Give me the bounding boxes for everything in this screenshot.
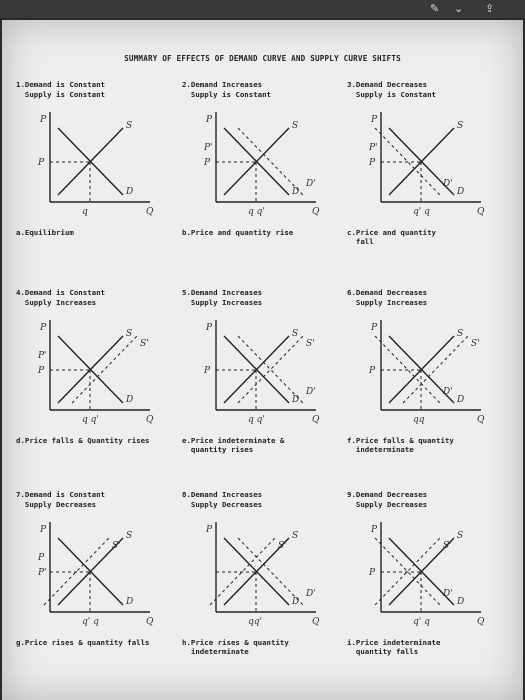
panel-8 <box>182 490 350 656</box>
quantity-mark: q' q <box>413 207 430 217</box>
demand-label: D <box>292 395 300 405</box>
price-axis-label: P <box>40 323 47 333</box>
shifted-demand-label: D' <box>443 387 453 397</box>
shifted-supply-label: S' <box>443 541 452 551</box>
quantity-axis-label: Q <box>146 617 154 627</box>
price-axis-label: P <box>40 525 47 535</box>
demand-label: D <box>126 395 134 405</box>
supply-label: S <box>126 329 133 339</box>
shifted-demand-label: D' <box>443 589 453 599</box>
panel-caption: e.Price indeterminate & quantity rises <box>182 436 285 454</box>
shifted-supply-label: S' <box>278 541 287 551</box>
price-mark-shifted: P' <box>204 143 213 153</box>
quantity-mark: q' q <box>82 617 99 627</box>
supply-label: S <box>126 531 133 541</box>
price-axis-label: P <box>371 115 378 125</box>
panel-4 <box>16 288 184 445</box>
supply-label: S <box>457 121 464 131</box>
price-axis-label: P <box>40 115 47 125</box>
supply-demand-graph <box>204 318 324 438</box>
panel-caption: a.Equilibrium <box>16 228 74 237</box>
pencil-icon[interactable]: ✎ <box>430 2 440 15</box>
supply-demand-graph <box>204 110 324 230</box>
panel-caption: d.Price falls & Quantity rises <box>16 436 150 445</box>
quantity-axis-label: Q <box>477 617 485 627</box>
supply-demand-graph <box>369 110 489 230</box>
demand-label: D <box>457 187 465 197</box>
document-page <box>2 20 523 700</box>
panel-heading: 2.Demand Increases Supply is Constant <box>182 80 271 99</box>
supply-label: S <box>457 329 464 339</box>
price-mark: P <box>369 366 376 376</box>
demand-label: D <box>457 597 465 607</box>
price-mark-shifted: P' <box>38 351 47 361</box>
panel-9 <box>347 490 515 656</box>
price-axis-label: P <box>371 323 378 333</box>
panel-heading: 3.Demand Decreases Supply is Constant <box>347 80 436 99</box>
quantity-axis-label: Q <box>146 207 154 217</box>
shifted-supply-label: S' <box>306 339 315 349</box>
demand-label: D <box>457 395 465 405</box>
quantity-axis-label: Q <box>477 415 485 425</box>
shifted-demand-label: D' <box>443 179 453 189</box>
demand-label: D <box>126 597 134 607</box>
price-mark: P <box>38 366 45 376</box>
quantity-axis-label: Q <box>312 207 320 217</box>
quantity-axis-label: Q <box>312 415 320 425</box>
panel-heading: 1.Demand is Constant Supply is Constant <box>16 80 105 99</box>
panel-caption: g.Price rises & quantity falls <box>16 638 150 647</box>
panel-6 <box>347 288 515 454</box>
quantity-mark: q <box>82 207 88 217</box>
price-axis-label: P <box>206 525 213 535</box>
panel-heading: 7.Demand is Constant Supply Decreases <box>16 490 105 509</box>
panel-3 <box>347 80 515 246</box>
supply-label: S <box>292 531 299 541</box>
price-axis-label: P <box>206 115 213 125</box>
price-mark: P <box>38 158 45 168</box>
panel-heading: 9.Demand Decreases Supply Decreases <box>347 490 428 509</box>
panel-caption: c.Price and quantity fall <box>347 228 436 246</box>
shifted-demand-label: D' <box>306 387 316 397</box>
viewer-toolbar <box>0 0 525 18</box>
price-mark: P <box>369 158 376 168</box>
panel-caption: f.Price falls & quantity indeterminate <box>347 436 454 454</box>
price-mark: P <box>204 366 211 376</box>
panel-caption: i.Price indeterminate quantity falls <box>347 638 441 656</box>
quantity-mark: qq' <box>248 617 262 627</box>
demand-label: D <box>292 597 300 607</box>
supply-demand-graph <box>204 520 324 640</box>
panel-heading: 6.Demand Decreases Supply Increases <box>347 288 428 307</box>
price-mark-shifted: P <box>38 553 45 563</box>
panel-caption: h.Price rises & quantity indeterminate <box>182 638 289 656</box>
panel-heading: 8.Demand Increases Supply Decreases <box>182 490 263 509</box>
panel-7 <box>16 490 184 647</box>
demand-label: D <box>292 187 300 197</box>
price-mark-shifted: P' <box>369 143 378 153</box>
panel-5 <box>182 288 350 454</box>
quantity-axis-label: Q <box>477 207 485 217</box>
supply-demand-graph <box>369 520 489 640</box>
shifted-demand-label: D' <box>306 179 316 189</box>
document-title: SUMMARY OF EFFECTS OF DEMAND CURVE AND SUPPLY CURVE SHIFTS <box>124 54 401 63</box>
price-mark: P' <box>38 568 47 578</box>
panel-1 <box>16 80 184 237</box>
panel-heading: 5.Demand Increases Supply Increases <box>182 288 263 307</box>
chevron-down-icon[interactable]: ⌄ <box>454 2 464 15</box>
quantity-axis-label: Q <box>312 617 320 627</box>
quantity-mark: q q' <box>248 207 265 217</box>
supply-label: S <box>126 121 133 131</box>
supply-demand-graph <box>369 318 489 438</box>
price-axis-label: P <box>206 323 213 333</box>
quantity-axis-label: Q <box>146 415 154 425</box>
supply-label: S <box>292 121 299 131</box>
shifted-supply-label: S' <box>140 339 149 349</box>
supply-demand-graph <box>38 520 158 640</box>
supply-label: S <box>457 531 464 541</box>
share-icon[interactable]: ⇪ <box>485 2 495 15</box>
quantity-mark: q q' <box>248 415 265 425</box>
shifted-demand-label: D' <box>306 589 316 599</box>
supply-demand-graph <box>38 318 158 438</box>
panel-2 <box>182 80 350 237</box>
price-mark: P <box>204 158 211 168</box>
price-mark: P <box>369 568 376 578</box>
price-axis-label: P <box>371 525 378 535</box>
shifted-supply-label: S' <box>112 541 121 551</box>
supply-label: S <box>292 329 299 339</box>
quantity-mark: q q' <box>82 415 99 425</box>
quantity-mark: qq <box>413 415 425 425</box>
panel-caption: b.Price and quantity rise <box>182 228 294 237</box>
supply-demand-graph <box>38 110 158 230</box>
panel-heading: 4.Demand is Constant Supply Increases <box>16 288 105 307</box>
demand-label: D <box>126 187 134 197</box>
shifted-supply-label: S' <box>471 339 480 349</box>
quantity-mark: q' q <box>413 617 430 627</box>
